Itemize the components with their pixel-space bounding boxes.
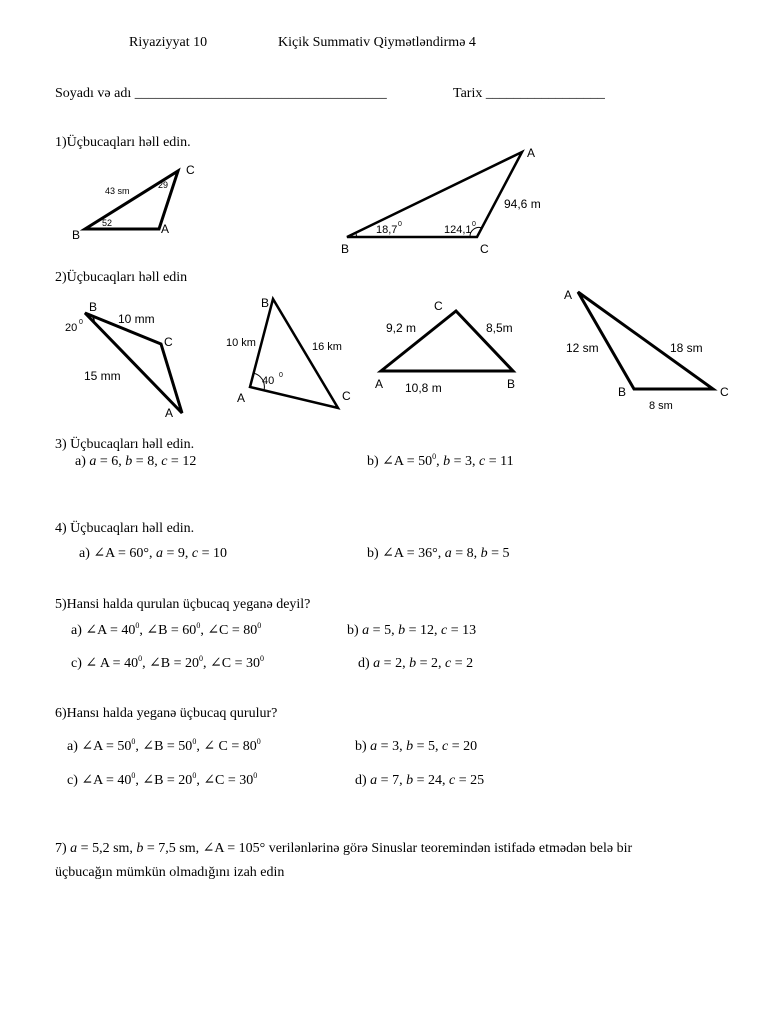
q6-title: 6)Hansı halda yeganə üçbucaq qurulur? <box>55 706 278 721</box>
q3a-var-a: a <box>89 454 97 469</box>
test-title: Kiçik Summativ Qiymətləndirmə 4 <box>278 35 476 50</box>
q6b-val-c: = 20 <box>448 739 478 754</box>
q4a-var-a: a <box>155 546 163 561</box>
q5d-val-c: = 2 <box>451 656 474 671</box>
q2-triangle-3 <box>375 299 515 395</box>
q5a-p1: a) ∠A = 40 <box>71 623 136 638</box>
q6c-d1: 0 <box>131 771 136 780</box>
q6a-d3: 0 <box>256 737 261 746</box>
q2-t3-vertex-c: C <box>434 299 443 313</box>
q4a-var-c: c <box>191 546 199 561</box>
q5c-d2: 0 <box>199 654 204 663</box>
q3-title: 3) Üçbucaqları həll edin. <box>55 437 195 452</box>
q1-t1-angle-c: 29 <box>158 180 169 190</box>
q6b-val-a: = 3, <box>377 739 407 754</box>
q5-option-c <box>71 656 264 672</box>
q5b-val-c: = 13 <box>447 623 477 638</box>
q1-t2-vertex-a: A <box>527 146 536 160</box>
q6-option-a <box>67 739 261 755</box>
q4b-var-a: a <box>444 546 452 561</box>
q2-t3-side-cb: 8,5m <box>486 321 513 335</box>
q1-t1-angle-b: 52 <box>102 218 113 228</box>
q2-triangle-2 <box>226 296 351 408</box>
q1-t2-angle-b-deg: 0 <box>398 221 402 228</box>
q6b-var-c: c <box>441 739 449 754</box>
q6d-val-a: = 7, <box>377 773 407 788</box>
q6c-d3: 0 <box>253 771 258 780</box>
q2-t2-angle-a: 40 <box>262 375 275 387</box>
q5b-label: b) <box>347 623 363 638</box>
q3b-val-b: = 3, <box>450 454 480 469</box>
date-label: Tarix <box>453 86 486 101</box>
q2-t2-side-ab: 10 km <box>226 337 256 349</box>
q7-val-b: = 7,5 sm, ∠A = 105° verilənlərinə görə Sinuslar teoremindən istifadə etmədən belə bir <box>143 841 633 856</box>
q5-title: 5)Hansi halda qurulan üçbucaq yeganə deyil? <box>55 597 311 612</box>
q6d-var-b: b <box>406 773 414 788</box>
q3a-label: a) <box>75 454 90 469</box>
q5d-var-c: c <box>444 656 452 671</box>
q5d-val-b: = 2, <box>416 656 445 671</box>
q3-part-a <box>75 454 196 470</box>
q7-line-1 <box>55 841 632 857</box>
q2-t4-vertex-c: C <box>720 385 729 399</box>
q6a-p1: a) ∠A = 50 <box>67 739 132 754</box>
q1-t2-vertex-c: C <box>480 242 489 256</box>
q2-t2-vertex-c: C <box>342 389 351 403</box>
q6d-var-a: a <box>370 773 378 788</box>
q2-t4-vertex-b: B <box>618 385 627 399</box>
q6d-label: d) <box>355 773 371 788</box>
q1-t2-angle-b: 18,7 <box>376 224 398 236</box>
q2-t4-vertex-a: A <box>564 288 573 302</box>
q4b-val-a: = 8, <box>451 546 481 561</box>
q2-t4-side-ac: 18 sm <box>670 341 703 355</box>
q6d-val-b: = 24, <box>413 773 449 788</box>
q4-title: 4) Üçbucaqları həll edin. <box>55 521 195 536</box>
q5-option-b <box>347 623 476 639</box>
q6d-val-c: = 25 <box>455 773 485 788</box>
q5d-var-b: b <box>409 656 417 671</box>
q6c-d2: 0 <box>192 771 197 780</box>
q2-title: 2)Üçbucaqları həll edin <box>55 270 188 285</box>
q2-t3-vertex-b: B <box>507 377 516 391</box>
q4b-val-b: = 5 <box>487 546 510 561</box>
q3a-val-a: = 6, <box>96 454 126 469</box>
q2-t1-side-bc: 10 mm <box>118 312 155 326</box>
q5d-label: d) <box>358 656 374 671</box>
q1-t2-angle-c: 124,1 <box>444 224 472 236</box>
q5b-var-b: b <box>398 623 406 638</box>
q6a-d1: 0 <box>131 737 136 746</box>
q5a-d1: 0 <box>135 621 140 630</box>
q4a-label: a) ∠A = 60°, <box>79 546 156 561</box>
q1-t1-vertex-a: A <box>161 222 170 236</box>
q6d-var-c: c <box>448 773 456 788</box>
q5a-d2: 0 <box>196 621 201 630</box>
q2-t1-side-ba: 15 mm <box>84 369 121 383</box>
q4-part-a <box>79 546 227 562</box>
q6b-label: b) <box>355 739 371 754</box>
q5c-d3: 0 <box>260 654 265 663</box>
q7-num: 7) <box>55 841 71 856</box>
q1-t2-angle-c-deg: 0 <box>472 221 476 228</box>
q1-t1-side-bc: 43 sm <box>105 186 130 196</box>
q2-triangle-4 <box>564 288 729 412</box>
q5b-val-a: = 5, <box>369 623 399 638</box>
q2-t2-vertex-a: A <box>237 391 246 405</box>
q6c-p2: , ∠B = 20 <box>135 773 193 788</box>
q5b-var-a: a <box>362 623 370 638</box>
q2-t2-vertex-b: B <box>261 296 270 310</box>
name-label: Soyadı və adı <box>55 86 135 101</box>
q6-option-b <box>355 739 477 755</box>
q1-t2-vertex-b: B <box>341 242 350 256</box>
q3-part-b <box>367 454 514 470</box>
q2-t3-shape <box>381 311 513 371</box>
q2-t4-side-bc: 8 sm <box>649 400 673 412</box>
q2-t3-side-ab: 10,8 m <box>405 381 442 395</box>
q1-t1-vertex-c: C <box>186 163 195 177</box>
q5a-p3: , ∠C = 80 <box>200 623 258 638</box>
q5-option-a <box>71 623 261 639</box>
q5c-p1: c) ∠ A = 40 <box>71 656 139 671</box>
q2-t3-vertex-a: A <box>375 377 384 391</box>
q6-option-d <box>355 773 484 789</box>
q3b-deg: 0 <box>432 452 437 461</box>
q5d-var-a: a <box>373 656 381 671</box>
q4b-label: b) ∠A = 36°, <box>367 546 445 561</box>
q2-t1-vertex-a: A <box>165 406 174 420</box>
q4-part-b <box>367 546 510 562</box>
q6b-val-b: = 5, <box>413 739 442 754</box>
q3b-label: b) ∠A = 50 <box>367 454 433 469</box>
q2-t1-shape <box>85 313 182 413</box>
q6b-var-b: b <box>406 739 414 754</box>
q5c-p2: , ∠B = 20 <box>142 656 200 671</box>
q6b-var-a: a <box>370 739 378 754</box>
q2-t1-vertex-b: B <box>89 300 98 314</box>
q4a-val-a: = 9, <box>162 546 192 561</box>
q3b-var-b: b <box>443 454 451 469</box>
q3b-var-c: c <box>479 454 486 469</box>
q1-t2-side-ac: 94,6 m <box>504 197 541 211</box>
q6c-p1: c) ∠A = 40 <box>67 773 132 788</box>
q3a-var-b: b <box>125 454 133 469</box>
q2-t1-vertex-c: C <box>164 335 173 349</box>
q1-title: 1)Üçbucaqları həll edin. <box>55 135 191 150</box>
q6-option-c <box>67 773 257 789</box>
q7-var-a: a <box>70 841 78 856</box>
q3b-sep: , <box>436 454 444 469</box>
q6a-p3: , ∠ C = 80 <box>196 739 257 754</box>
q2-t3-side-ac: 9,2 m <box>386 321 417 335</box>
date-blank: _________________ <box>485 86 605 101</box>
name-blank: ____________________________________ <box>134 86 387 101</box>
q2-t2-side-bc: 16 km <box>312 341 342 353</box>
q6a-p2: , ∠B = 50 <box>135 739 193 754</box>
q5b-val-b: = 12, <box>405 623 441 638</box>
q3a-val-c: = 12 <box>167 454 197 469</box>
subject-label: Riyaziyyat 10 <box>129 35 208 50</box>
q5c-d1: 0 <box>138 654 143 663</box>
q4b-var-b: b <box>480 546 488 561</box>
q1-t1-vertex-b: B <box>72 228 81 242</box>
q3b-val-c: = 11 <box>485 454 514 469</box>
q2-t1-angle-b-deg: 0 <box>79 319 83 326</box>
q7-val-a: = 5,2 sm, <box>77 841 137 856</box>
q2-t2-shape <box>250 299 338 408</box>
q5-option-d <box>358 656 473 672</box>
q2-t4-side-ab: 12 sm <box>566 341 599 355</box>
q7-line-2: üçbucağın mümkün olmadığını izah edin <box>55 865 285 880</box>
q4a-val-c: = 10 <box>198 546 227 561</box>
q7-var-b: b <box>136 841 144 856</box>
q5a-d3: 0 <box>257 621 262 630</box>
q6a-d2: 0 <box>192 737 197 746</box>
q5a-p2: , ∠B = 60 <box>139 623 197 638</box>
q2-triangle-1 <box>65 300 182 420</box>
q5b-var-c: c <box>440 623 448 638</box>
q6c-p3: , ∠C = 30 <box>196 773 254 788</box>
q3a-var-c: c <box>161 454 168 469</box>
q5c-p3: , ∠C = 30 <box>203 656 261 671</box>
q5d-val-a: = 2, <box>380 656 410 671</box>
q2-t2-angle-a-deg: 0 <box>279 372 283 379</box>
q2-t1-angle-b: 20 <box>65 322 78 334</box>
q3a-val-b: = 8, <box>132 454 162 469</box>
